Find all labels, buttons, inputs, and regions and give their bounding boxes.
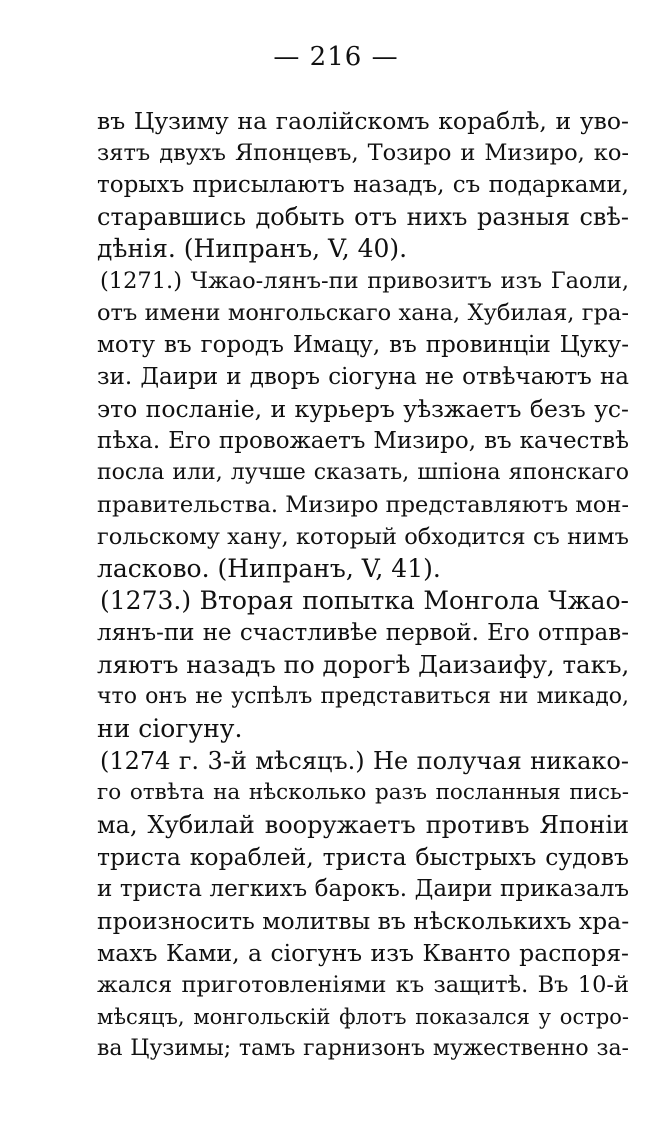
text-line: старавшись добыть отъ нихъ разныя свѣ- xyxy=(97,203,629,231)
text-line: это посланіе, и курьеръ уѣзжаетъ безъ ус- xyxy=(97,395,629,423)
text-line: ма, Хубилай вооружаетъ противъ Японіи xyxy=(97,811,629,839)
text-line: пѣха. Его провожаетъ Мизиро, въ качествѣ xyxy=(97,428,629,454)
text-line: отъ имени монгольскаго хана, Хубилая, гра- xyxy=(97,300,629,326)
text-line: дѣнія. (Нипранъ, V, 40). xyxy=(97,234,408,263)
text-line: (1271.) Чжао-лянъ-пи привозитъ изъ Гаоли, xyxy=(100,268,629,294)
text-line: (1274 г. 3-й мѣсяцъ.) Не получая никако- xyxy=(100,747,629,775)
text-line: что онъ не успѣлъ представиться ни микадо, xyxy=(97,684,629,709)
text-line: ни сіогуну. xyxy=(97,714,243,743)
text-line: махъ Ками, а сіогунъ изъ Кванто распоря- xyxy=(97,939,629,967)
text-line: и триста легкихъ барокъ. Даири приказалъ xyxy=(97,876,629,902)
text-line: гольскому хану, который обходится съ нимъ xyxy=(97,524,629,550)
text-line: (1273.) Вторая попытка Монгола Чжао- xyxy=(100,586,629,615)
text-line: триста кораблей, триста быстрыхъ судовъ xyxy=(97,843,629,871)
text-line: правительства. Мизиро представляютъ мон- xyxy=(97,492,629,518)
text-line: жался приготовленіями къ защитѣ. Въ 10-й xyxy=(97,972,629,998)
text-line: посла или, лучше сказать, шпіона японскаго xyxy=(97,460,629,485)
text-line: торыхъ присылаютъ назадъ, съ подарками, xyxy=(97,172,629,198)
text-line: ляютъ назадъ по дорогѣ Даизаифу, такъ, xyxy=(97,650,629,679)
text-line: мѣсяцъ, монгольскій флотъ показался у остро- xyxy=(97,1005,629,1029)
text-line: зи. Даири и дворъ сіогуна не отвѣчаютъ на xyxy=(97,364,629,390)
page-number: — 216 — xyxy=(273,42,399,72)
text-line: моту въ городъ Имацу, въ провинціи Цуку- xyxy=(97,332,629,358)
text-line: го отвѣта на нѣсколько разъ посланныя пись- xyxy=(97,780,629,805)
text-line: произносить молитвы въ нѣсколькихъ хра- xyxy=(97,907,629,935)
text-line: ласково. (Нипранъ, V, 41). xyxy=(97,554,441,583)
text-line: зятъ двухъ Японцевъ, Тозиро и Мизиро, ко- xyxy=(97,140,629,166)
text-line: ва Цузимы; тамъ гарнизонъ мужественно за- xyxy=(97,1036,629,1061)
text-line: въ Цузиму на гаолійскомъ кораблѣ, и уво- xyxy=(97,107,629,135)
text-line: лянъ-пи не счастливѣе первой. Его отправ- xyxy=(97,620,629,646)
